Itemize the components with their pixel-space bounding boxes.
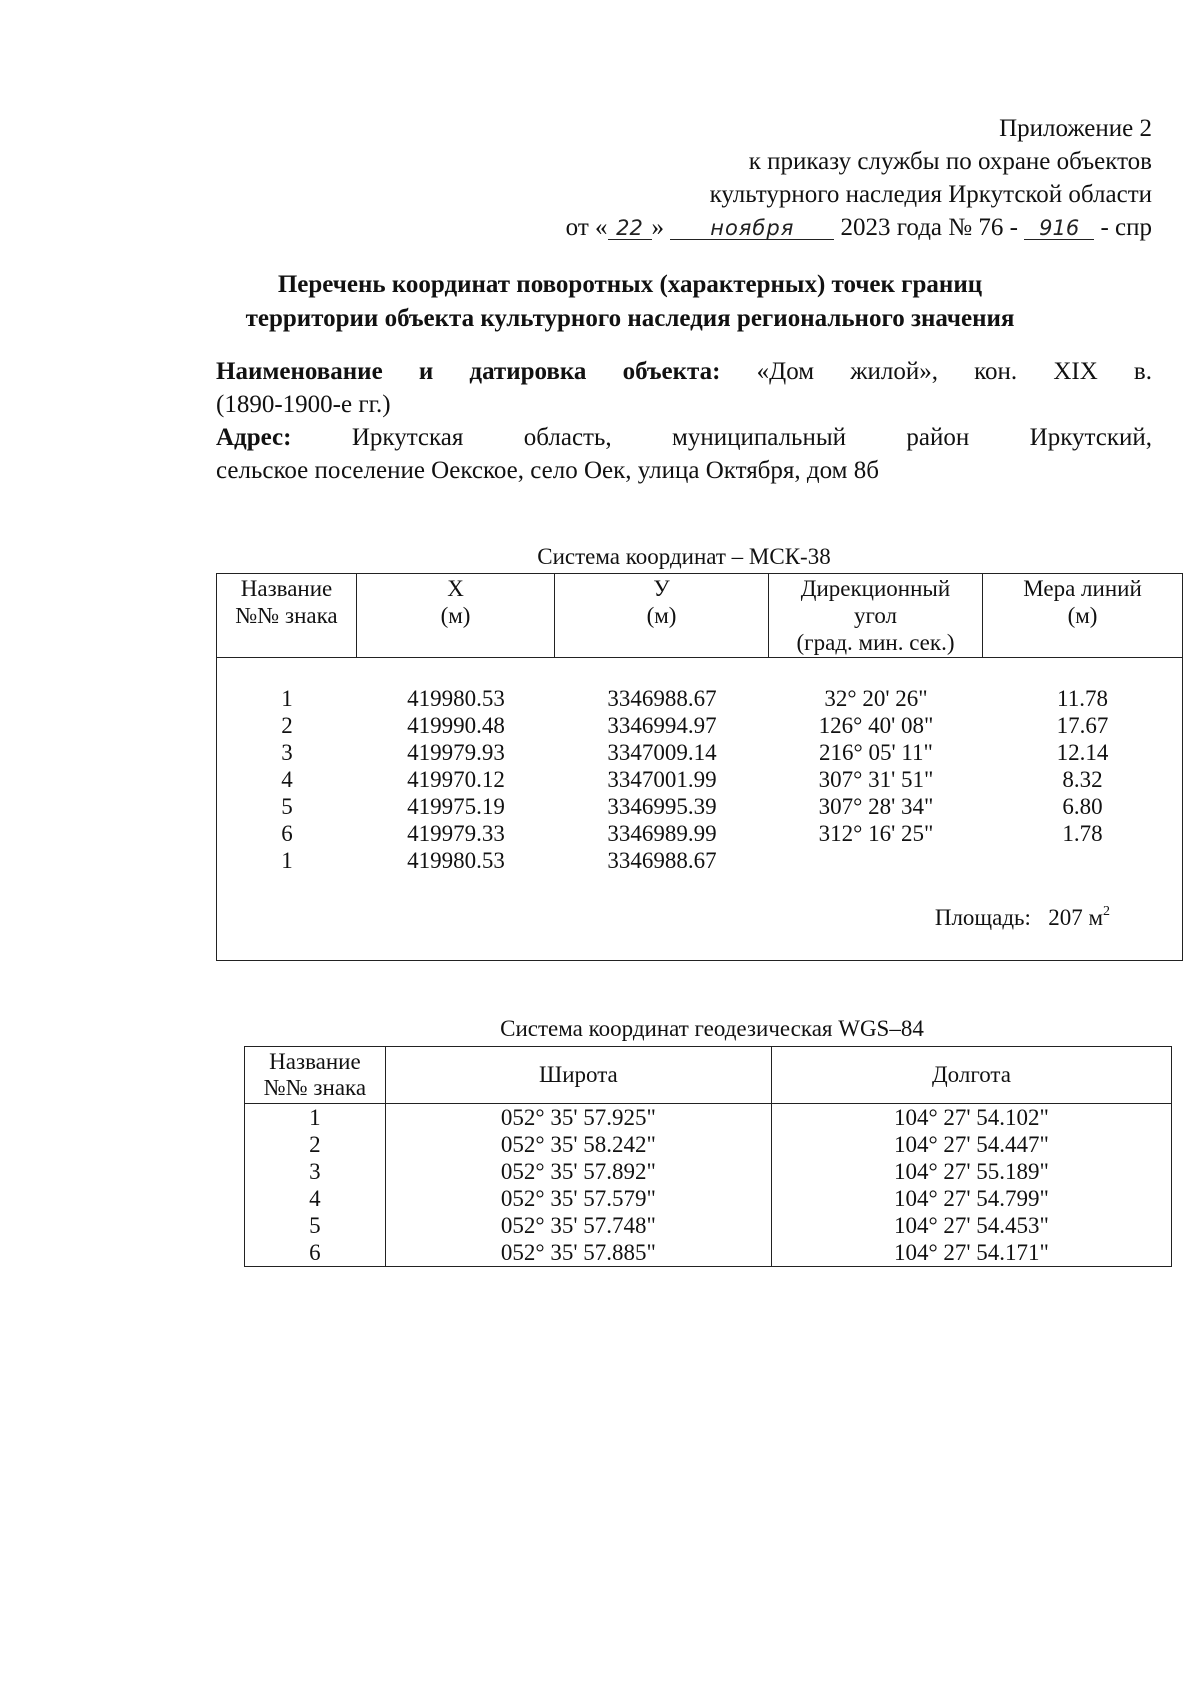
cell-y: 3346988.67 [607,686,717,711]
cell-point: 4 [245,1185,386,1212]
table-row [217,793,1182,820]
table-row [217,685,1182,712]
table-row [245,1104,1172,1132]
cell-x: 419980.53 [407,848,505,873]
appendix-header [566,112,1152,244]
msk-caption: Система координат – МСК-38 [537,544,831,569]
cell-angle: 307° 31' 51" [818,767,934,792]
object-info [216,355,1152,487]
object-dating: (1890-1900-е гг.) [216,391,391,418]
area-value: 207 м [1048,905,1103,930]
table-row [245,1131,1172,1158]
header-text: Х [447,576,464,601]
header-point-name [245,1047,386,1104]
appendix-title: Приложение 2 [999,115,1152,142]
cell-point: 6 [245,1239,386,1267]
cell-latitude: 052° 35' 57.892" [385,1158,771,1185]
table-row [217,739,1182,766]
header-angle [769,574,983,657]
cell-length: 17.67 [1056,713,1109,738]
cell-angle: 126° 40' 08" [818,713,934,738]
cell-angle: 32° 20' 26" [824,686,928,711]
cell-length: 1.78 [1062,821,1103,846]
header-length [983,574,1182,657]
header-text: №№ знака [235,603,338,628]
appendix-date-line [566,211,1152,244]
cell-x: 419979.93 [407,740,505,765]
cell-x: 419979.33 [407,821,505,846]
cell-x: 419980.53 [407,686,505,711]
cell-length: 11.78 [1057,686,1108,711]
cell-point: 6 [281,821,293,846]
header-text: Название [240,576,333,601]
header-text: (м) [646,603,677,628]
cell-point: 2 [281,713,293,738]
cell-latitude: 052° 35' 57.748" [385,1212,771,1239]
header-text: (град. мин. сек.) [796,630,955,655]
msk-table-header [217,574,1182,658]
cell-point: 2 [245,1131,386,1158]
table-row [217,712,1182,739]
cell-latitude: 052° 35' 58.242" [385,1131,771,1158]
date-close: » [651,214,665,241]
table-row [217,847,1182,874]
area-label: Площадь: [934,905,1031,930]
area-summary [935,904,1110,931]
handwritten-day: 22 [608,217,652,240]
address-label: Адрес: [216,424,292,451]
cell-point: 3 [281,740,293,765]
header-text: угол [853,603,898,628]
header-text: (м) [440,603,471,628]
cell-point: 5 [281,794,293,819]
cell-longitude: 104° 27' 55.189" [771,1158,1171,1185]
handwritten-order-number: 916 [1024,217,1094,240]
cell-x: 419970.12 [407,767,505,792]
title-line-2: территории объекта культурного наследия регионального значения [245,305,1015,332]
document-title [130,268,1130,336]
cell-x: 419990.48 [407,713,505,738]
address-value-2: сельское поселение Оекское, село Оек, улица Октября, дом 8б [216,457,879,484]
cell-y: 3346989.99 [607,821,717,846]
header-text: (м) [1067,603,1098,628]
cell-y: 3346994.97 [607,713,717,738]
wgs-header-row [245,1047,1172,1104]
object-address-line [216,421,1152,454]
object-name-value: «Дом жилой», кон. XIX в. [756,358,1152,385]
table-row [245,1212,1172,1239]
cell-angle [769,847,983,874]
msk-rows [217,685,1182,874]
address-value-1: Иркутская область, муниципальный район Иркутский, [351,424,1152,451]
order-year: 2023 года № 76 - [840,214,1018,241]
cell-longitude: 104° 27' 54.171" [771,1239,1171,1267]
header-text: Дирекционный [800,576,951,601]
cell-latitude: 052° 35' 57.885" [385,1239,771,1267]
table-row [245,1158,1172,1185]
header-latitude: Широта [385,1047,771,1104]
table-row [245,1185,1172,1212]
title-line-1: Перечень координат поворотных (характерных) точек границ [277,271,983,298]
header-y [555,574,769,657]
wgs-caption: Система координат геодезическая WGS–84 [500,1016,924,1041]
cell-y: 3346995.39 [607,794,717,819]
object-name-line [216,355,1152,388]
area-unit-exponent: 2 [1103,904,1110,919]
cell-x: 419975.19 [407,794,505,819]
cell-length [983,847,1182,874]
wgs-coordinates-table [244,1046,1172,1267]
cell-longitude: 104° 27' 54.102" [771,1104,1171,1132]
cell-point: 4 [281,767,293,792]
date-prefix: от « [565,214,608,241]
cell-longitude: 104° 27' 54.447" [771,1131,1171,1158]
header-x [357,574,555,657]
cell-y: 3346988.67 [607,848,717,873]
cell-length: 8.32 [1062,767,1103,792]
cell-y: 3347009.14 [607,740,717,765]
table-row [217,820,1182,847]
cell-point: 1 [281,848,293,873]
table-row [217,766,1182,793]
appendix-agency-line: культурного наследия Иркутской области [709,181,1152,208]
cell-point: 3 [245,1158,386,1185]
cell-angle: 216° 05' 11" [819,740,933,765]
header-point-name [217,574,357,657]
cell-length: 6.80 [1062,794,1103,819]
handwritten-month: ноября [670,217,834,240]
cell-angle: 307° 28' 34" [818,794,934,819]
header-text: У [653,576,670,601]
cell-point: 5 [245,1212,386,1239]
order-suffix: - спр [1100,214,1152,241]
cell-point: 1 [281,686,293,711]
cell-point: 1 [245,1104,386,1132]
cell-latitude: 052° 35' 57.579" [385,1185,771,1212]
msk-coordinates-table [216,573,1183,961]
cell-latitude: 052° 35' 57.925" [385,1104,771,1132]
cell-longitude: 104° 27' 54.453" [771,1212,1171,1239]
header-text: Название [269,1049,361,1074]
appendix-order-line: к приказу службы по охране объектов [748,148,1152,175]
table-row [245,1239,1172,1267]
cell-length: 12.14 [1056,740,1109,765]
cell-angle: 312° 16' 25" [818,821,934,846]
cell-y: 3347001.99 [607,767,717,792]
header-text: №№ знака [263,1075,367,1100]
header-text: Мера линий [1023,576,1142,601]
object-name-label: Наименование и датировка объекта: [216,358,721,385]
header-longitude: Долгота [771,1047,1171,1104]
cell-longitude: 104° 27' 54.799" [771,1185,1171,1212]
